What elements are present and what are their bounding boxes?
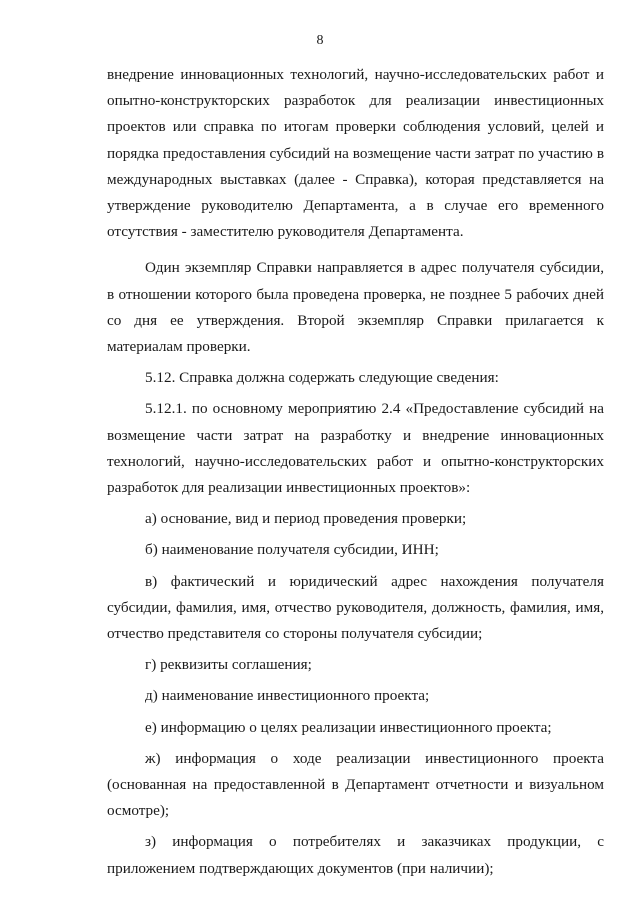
page-number: 8 [316, 33, 324, 48]
paragraph-5-12: 5.12. Справка должна содержать следующие сведения: [145, 369, 499, 387]
list-item-g: г) реквизиты соглашения; [145, 656, 312, 674]
list-item-z: з) информация о потребителях и заказчиках продукции, с приложением подтверждающих документов (при наличии); [107, 833, 604, 877]
list-item-zh: ж) информация о ходе реализации инвестиционного проекта (основанная на предоставленной в Департамент отчетности и визуальном осмотре); [107, 749, 604, 820]
document-body [107, 62, 604, 882]
list-item-a: а) основание, вид и период проведения проверки; [145, 510, 467, 528]
list-item-v: в) фактический и юридический адрес нахождения получателя субсидии, фамилия, имя, отчество руководителя, должность, фамилия, имя, отчество представителя со стороны получателя субсидии; [107, 572, 604, 643]
paragraph-spravka-definition: внедрение инновационных технологий, научно-исследовательских работ и опытно-конструкторских разработок для реализации инвестиционных проектов или справка по итогам проверки соблюдения условий, целей и порядка предоставления субсидий на возмещение части затрат по участию в международных выставках (далее - Справка), которая представляется на утверждение руководителю Департамента, а в случае его временного отсутствия - заместителю руководителя Департамента. [107, 66, 604, 241]
list-item-e: е) информацию о целях реализации инвестиционного проекта; [145, 718, 552, 736]
paragraph-5-12-1: 5.12.1. по основному мероприятию 2.4 «Предоставление субсидий на возмещение части затрат на разработку и внедрение инновационных технологий, научно-исследовательских работ и опытно-конструкторских разработок для реализации инвестиционных проектов»: [107, 400, 604, 497]
list-item-d: д) наименование инвестиционного проекта; [145, 687, 430, 705]
list-item-b: б) наименование получателя субсидии, ИНН; [145, 541, 439, 559]
paragraph-copies: Один экземпляр Справки направляется в адрес получателя субсидии, в отношении которого была проведена проверка, не позднее 5 рабочих дней со дня ее утверждения. Второй экземпляр Справки прилагается к материалам проверки. [107, 259, 604, 356]
